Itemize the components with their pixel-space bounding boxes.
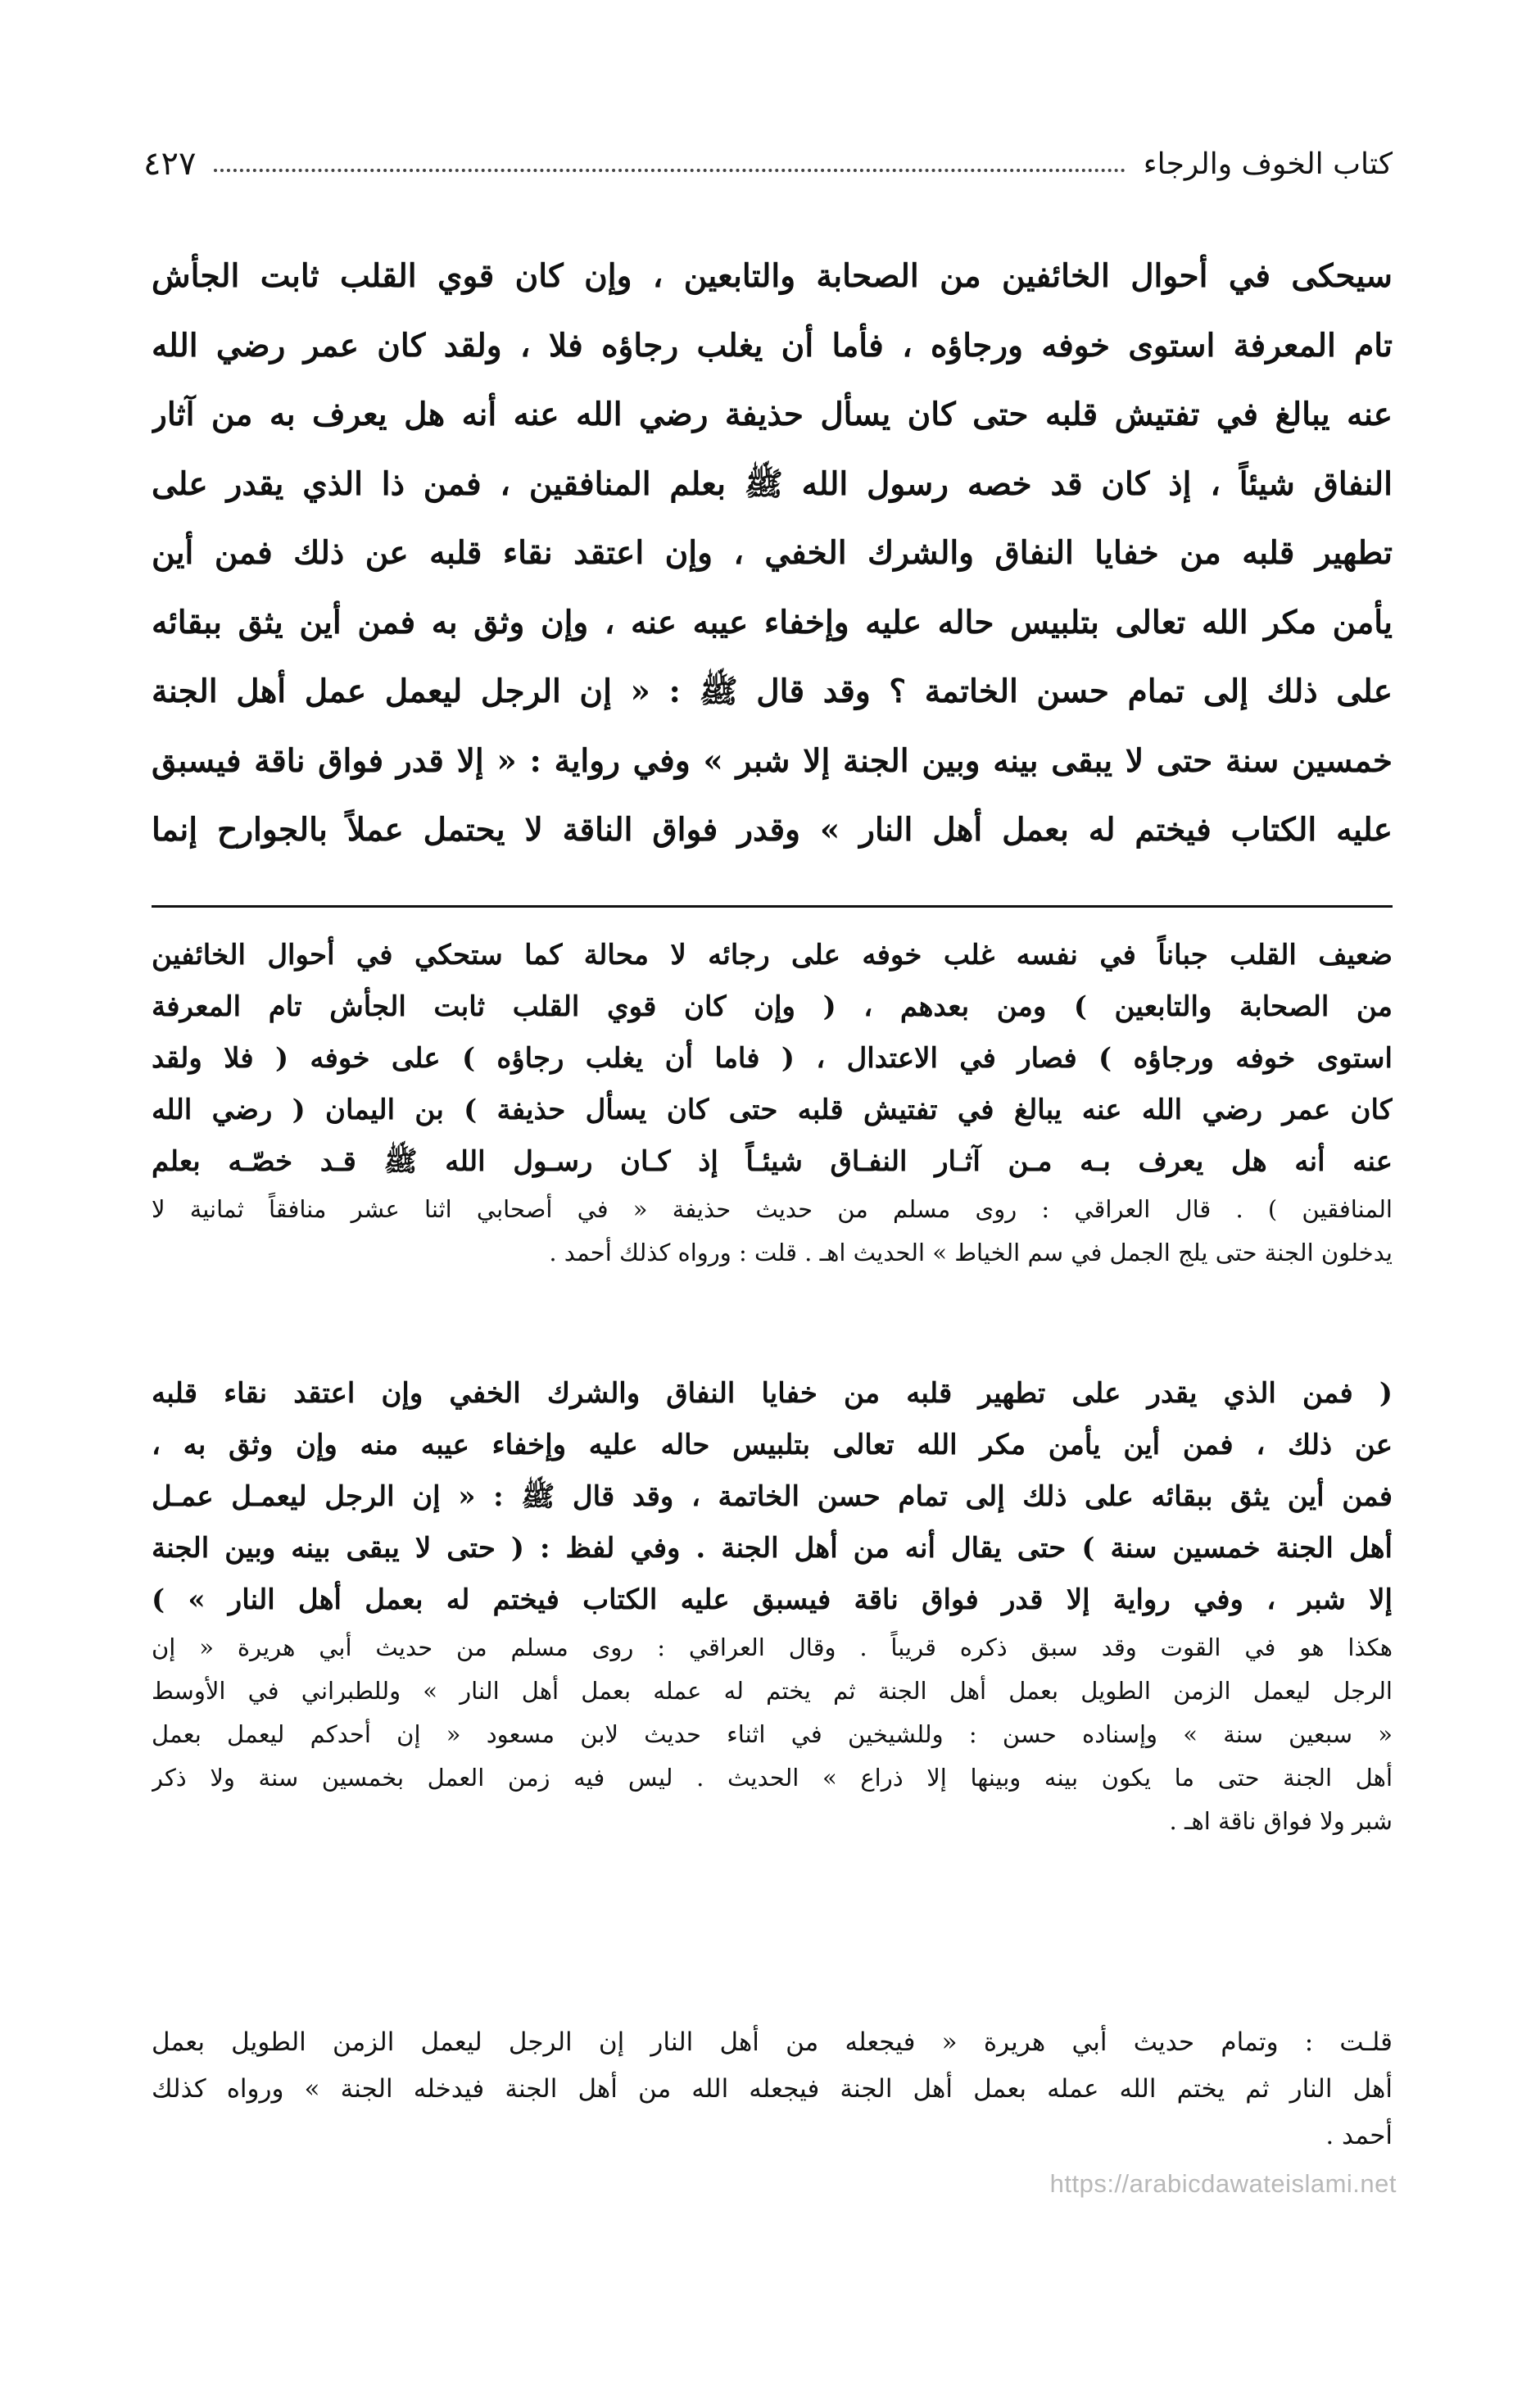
chapter-title: كتاب الخوف والرجاء — [1143, 147, 1393, 181]
commentary-line: أهل الجنة خمسين سنة ) حتى يقال أنه من أهل الجنة . وفي لفظ : ( حتى لا يبقى بينه وبين الجنة — [152, 1532, 1393, 1565]
main-text-line: يأمن مكر الله تعالى بتلبيس حاله عليه وإخفاء عيبه عنه ، وإن وثق به فمن أين يثق ببقائه — [152, 603, 1393, 641]
commentary-line: أحمد . — [1325, 2121, 1393, 2150]
commentary-line: قلـت : وتمام حديث أبي هريرة « فيجعله من أهل النار إن الرجل ليعمل الزمن الطويل بعمل — [152, 2027, 1393, 2057]
commentary-line: استوى خوفه ورجاؤه ) فصار في الاعتدال ، ( فاما أن يغلب رجاؤه ) على خوفه ( فلا ولقد — [152, 1042, 1393, 1075]
main-text-line: عليه الكتاب فيختم له بعمل أهل النار » وقدر فواق الناقة لا يحتمل عملاً بالجوارح إنما — [152, 811, 1393, 849]
running-header — [143, 135, 1393, 193]
page-number: ٤٢٧ — [143, 145, 197, 183]
main-text — [152, 242, 1393, 865]
commentary-line: إلا شبر ، وفي رواية إلا قدر فواق ناقة فيسبق عليه الكتاب فيختم له بعمل أهل النار » ) — [152, 1583, 1393, 1616]
commentary-line: أهل النار ثم يختم الله عمله بعمل أهل الجنة فيجعله الله من أهل الجنة فيدخله الجنة » ورواه كذلك — [152, 2074, 1393, 2104]
main-text-line: على ذلك إلى تمام حسن الخاتمة ؟ وقد قال ﷺ : « إن الرجل ليعمل عمل أهل الجنة — [152, 673, 1393, 710]
main-text-line: تام المعرفة استوى خوفه ورجاؤه ، فأما أن يغلب رجاؤه فلا ، ولقد كان عمر رضي الله — [152, 326, 1393, 365]
main-text-line: سيحكى في أحوال الخائفين من الصحابة والتابعين ، وإن كان قوي القلب ثابت الجأش — [152, 257, 1393, 295]
commentary-line: أهل الجنة حتى ما يكون بينه وبينها إلا ذراع » الحديث . ليس فيه زمن العمل بخمسين سنة ولا ذكر — [152, 1764, 1393, 1792]
commentary-line: كان عمر رضي الله عنه يبالغ في تفتيش قلبه حتى كان يسأل حذيفة ) بن اليمان ( رضي الله — [152, 1094, 1393, 1126]
commentary-block-3 — [152, 2019, 1393, 2159]
main-text-line: النفاق شيئاً ، إذ كان قد خصه رسول الله ﷺ بعلم المنافقين ، فمن ذا الذي يقدر على — [152, 464, 1393, 503]
commentary-block-1 — [152, 930, 1393, 1275]
commentary-line: فمن أين يثق ببقائه على ذلك إلى تمام حسن الخاتمة ، وقد قال ﷺ : « إن الرجل ليعمـل عمـل — [152, 1480, 1393, 1513]
commentary-line: عنه أنه هل يعرف بـه مـن آثـار النفـاق شيئـاً إذ كـان رسـول الله ﷺ قـد خصّـه بعلم — [152, 1145, 1393, 1178]
commentary-line: ضعيف القلب جباناً في نفسه غلب خوفه على رجائه لا محالة كما ستحكي في أحوال الخائفين — [152, 939, 1393, 972]
watermark-url: https://arabicdawateislami.net — [1049, 2169, 1397, 2198]
commentary-line: عن ذلك ، فمن أين يأمن مكر الله تعالى بتلبيس حاله عليه وإخفاء عيبه منه وإن وثق به ، — [152, 1429, 1393, 1461]
section-divider — [152, 905, 1393, 908]
commentary-line: ( فمن الذي يقدر على تطهير قلبه من خفايا النفاق والشرك الخفي وإن اعتقد نقاء قلبه — [152, 1377, 1393, 1410]
main-text-line: خمسين سنة حتى لا يبقى بينه وبين الجنة إلا شبر » وفي رواية : « إلا قدر فواق ناقة فيسبق — [152, 741, 1393, 780]
commentary-line: هكذا هو في القوت وقد سبق ذكره قريباً . وقال العراقي : روى مسلم من حديث أبي هريرة « إن — [152, 1633, 1393, 1661]
main-text-line: عنه يبالغ في تفتيش قلبه حتى كان يسأل حذيفة رضي الله عنه أنه هل يعرف به من آثار — [152, 396, 1393, 433]
commentary-line: يدخلون الجنة حتى يلج الجمل في سم الخياط » الحديث اهـ . قلت : ورواه كذلك أحمد . — [549, 1239, 1393, 1266]
dotted-leader — [214, 169, 1125, 172]
commentary-line: « سبعين سنة » وإسناده حسن : وللشيخين في اثناء حديث لابن مسعود « إن أحدكم ليعمل بعمل — [152, 1720, 1393, 1748]
commentary-line: الرجل ليعمل الزمن الطويل بعمل أهل الجنة ثم يختم له عمله بعمل أهل النار » وللطبراني في الأوسط — [152, 1677, 1393, 1705]
commentary-line: المنافقين ) . قال العراقي : روى مسلم من حديث حذيفة « في أصحابي اثنا عشر منافقاً ثمانية لا — [152, 1195, 1393, 1223]
commentary-block-2 — [152, 1368, 1393, 1843]
main-text-line: تطهير قلبه من خفايا النفاق والشرك الخفي ، وإن اعتقد نقاء قلبه عن ذلك فمن أين — [152, 534, 1393, 572]
commentary-line: شبر ولا فواق ناقة اهـ . — [1169, 1807, 1393, 1835]
commentary-line: من الصحابة والتابعين ) ومن بعدهم ، ( وإن كان قوي القلب ثابت الجأش تام المعرفة — [152, 990, 1393, 1023]
